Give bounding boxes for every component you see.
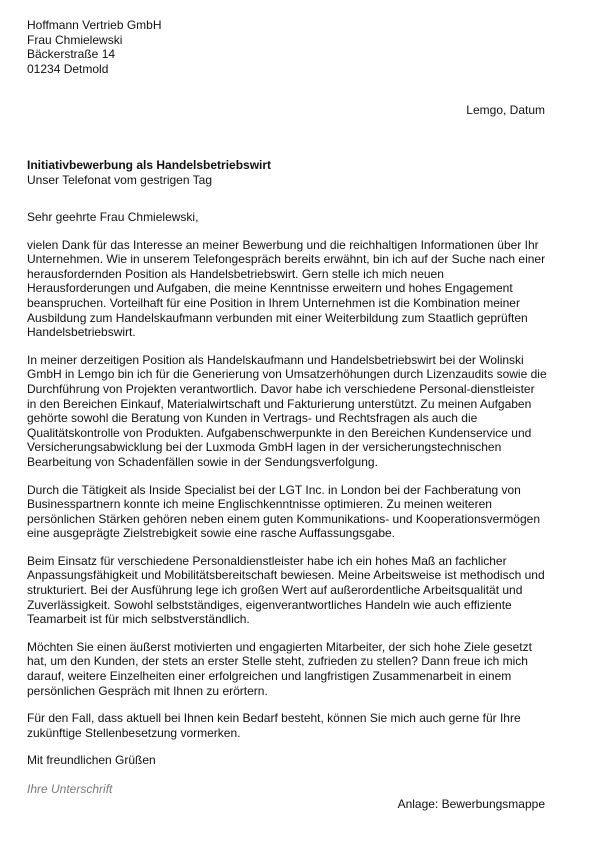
body-paragraph: vielen Dank für das Interesse an meiner Bewerbung und die reichhaltigen Informationen über Ihr Unternehmen. Wie in unserem Telefongespräch bereits erwähnt, bin ich auf der Suche nach einer herausfordernden Position als Handelsbetriebswirt. Gern stelle ich mich neuen Herausforderungen und Aufgaben, die meine Kenntnisse erweitern und hohes Engagement beanspruchen. Vorteilhaft für eine Position in Ihrem Unternehmen ist die Kombination meiner Ausbildung zum Handelskaufmann verbunden mit einer Weiterbildung zum Staatlich geprüften Handelsbetriebswirt.: [27, 237, 546, 340]
subject-block: [27, 158, 271, 187]
body-paragraph: Durch die Tätigkeit als Inside Specialist bei der LGT Inc. in London bei der Fachberatung von Businesspartnern konnte ich meine Englischkenntnisse optimieren. Zu meinen weiteren persönlichen Stärken gehören neben einem guten Kommunikations- und Kooperationsvermögen eine ausgeprägte Zielstrebigkeit sowie eine rasche Auffassungsgabe.: [27, 482, 540, 541]
sender-city: 01234 Detmold: [27, 61, 109, 76]
body-paragraph: Beim Einsatz für verschiedene Personaldienstleister habe ich ein hohes Maß an fachlicher Anpassungsfähigkeit und Mobilitätsbereitschaft bewiesen. Meine Arbeitsweise ist methodisch und strukturiert. Bei der Ausführung lege ich großen Wert auf außerordentliche Arbeitsqualität und Zuverlässigkeit. Sowohl selbstständiges, eigenverantwortliches Handeln wie auch effiziente Teamarbeit ist für mich selbstverständlich.: [27, 553, 545, 627]
closing: Mit freundlichen Grüßen: [27, 753, 156, 768]
sender-address: [27, 18, 162, 76]
subject-reference: Unser Telefonat vom gestrigen Tag: [27, 172, 212, 187]
signature-placeholder: Ihre Unterschrift: [27, 782, 113, 796]
body-paragraph: Für den Fall, dass aktuell bei Ihnen kein Bedarf besteht, können Sie mich auch gerne für Ihre zukünftige Stellenbesetzung vormerken.: [27, 711, 521, 740]
sender-company: Hoffmann Vertrieb GmbH: [27, 18, 162, 32]
place-date: Lemgo, Datum: [466, 103, 545, 117]
salutation: Sehr geehrte Frau Chmielewski,: [27, 210, 199, 224]
letter-body: [27, 210, 547, 781]
sender-street: Bäckerstraße 14: [27, 47, 116, 62]
subject-title: Initiativbewerbung als Handelsbetriebswirt: [27, 158, 272, 172]
body-paragraph: Möchten Sie einen äußerst motivierten und engagierten Mitarbeiter, der sich hohe Ziele gesetzt hat, um den Kunden, der stets an erster Stelle steht, zufrieden zu stellen? Dann freue ich mich darauf, weitere Einzelheiten einer erfolgreichen und langfristigen Zusammenarbeit in einem persönlichen Gespräch mit Ihnen zu erörtern.: [27, 639, 532, 698]
body-paragraph: In meiner derzeitigen Position als Handelskaufmann und Handelsbetriebswirt bei der Wolinski GmbH in Lemgo bin ich für die Generierung von Umsatzerhöhungen durch Lizenzaudits sowie die Durchführung von Projekten verantwortlich. Davor habe ich verschiedene Personal-dienstleister in den Bereichen Einkauf, Materialwirtschaft und Fakturierung unterstützt. Zu meinen Aufgaben gehörte sowohl die Beratung von Kunden in Vertrags- und Rechtsfragen als auch die Qualitätskontrolle von Produkten. Aufgabenschwerpunkte in den Bereichen Kundenservice und Versicherungsabwicklung bei der Luxmoda GmbH lagen in der versicherungstechnischen Bearbeitung von Schadenfällen sowie in der Sendungsverfolgung.: [27, 352, 547, 469]
sender-contact: Frau Chmielewski: [27, 32, 123, 47]
enclosure-note: Anlage: Bewerbungsmappe: [397, 797, 545, 811]
